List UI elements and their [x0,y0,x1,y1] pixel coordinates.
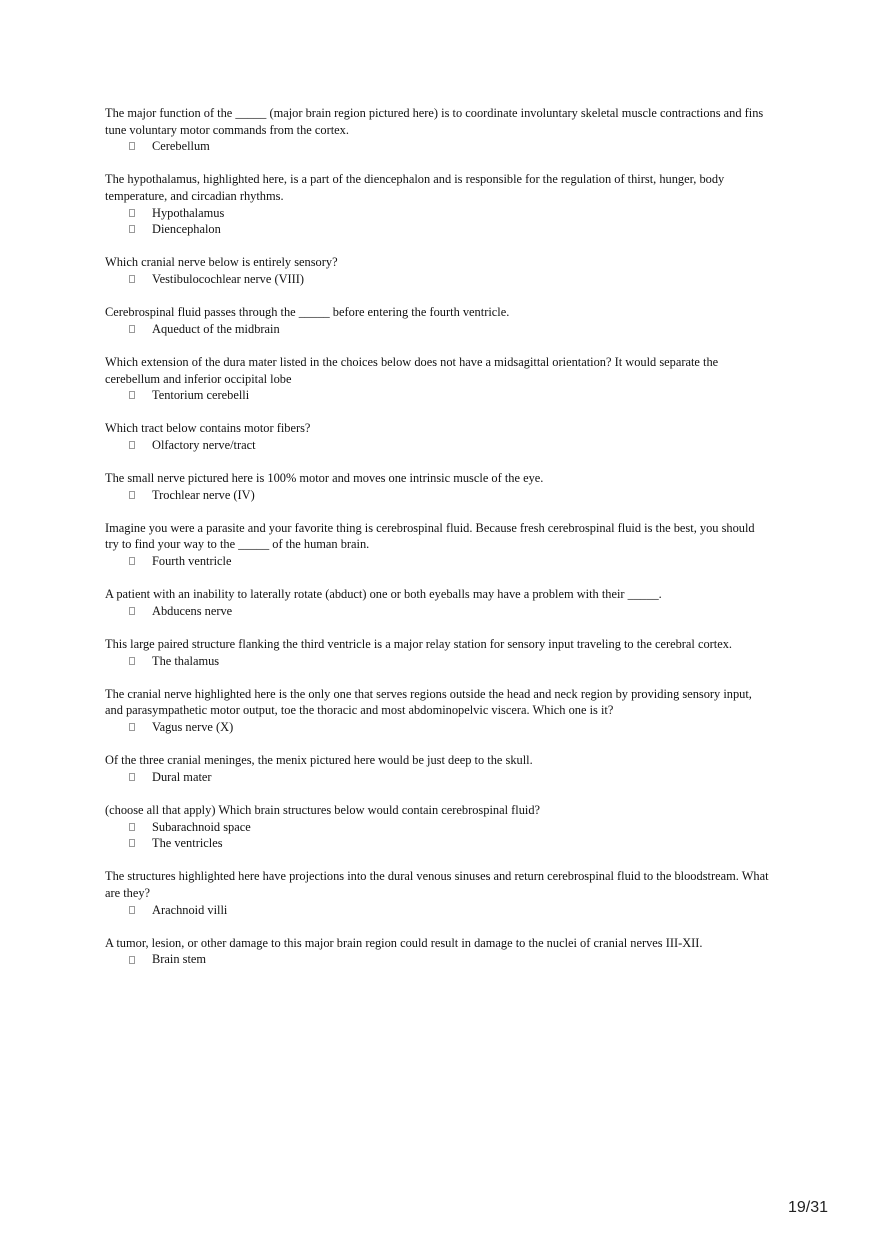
question-block [105,686,770,736]
answer-option [105,205,770,222]
checkbox-icon[interactable] [129,839,135,847]
question-text: Which cranial nerve below is entirely sensory? [105,255,338,270]
checkbox-icon[interactable] [129,723,135,731]
answer-list [105,819,770,852]
question-text: A tumor, lesion, or other damage to this major brain region could result in damage to the nuclei of cranial nerves III-XII. [105,935,703,950]
question-block [105,254,770,287]
answer-option [105,719,770,736]
answer-list [105,205,770,238]
answer-label: Trochlear nerve (IV) [152,487,255,502]
answer-list [105,387,770,404]
answer-list [105,719,770,736]
answer-label: Brain stem [152,952,207,967]
answer-label: Fourth ventricle [152,554,232,569]
checkbox-icon[interactable] [129,607,135,615]
answer-label: Arachnoid villi [152,902,228,917]
question-list [105,105,770,984]
answer-label: Olfactory nerve/tract [152,437,256,452]
checkbox-icon[interactable] [129,225,135,233]
answer-list [105,138,770,155]
checkbox-icon[interactable] [129,906,135,914]
question-text: (choose all that apply) Which brain structures below would contain cerebrospinal fluid? [105,802,541,817]
answer-option [105,321,770,338]
answer-label: Diencephalon [152,222,221,237]
answer-label: Vestibulocochlear nerve (VIII) [152,271,305,286]
question-text: The small nerve pictured here is 100% motor and moves one intrinsic muscle of the eye. [105,471,544,486]
question-text: This large paired structure flanking the third ventricle is a major relay station for sensory input traveling to the cerebral cortex. [105,637,733,651]
checkbox-icon[interactable] [129,491,135,499]
answer-option [105,487,770,504]
checkbox-icon[interactable] [129,142,135,150]
question-text: Which extension of the dura mater listed in the choices below does not have a midsagittal orientation? It would separate the cerebellum and inferior occipital lobe [105,354,719,386]
answer-list [105,653,770,670]
answer-label: Subarachnoid space [152,819,251,834]
answer-label: The ventricles [152,836,223,851]
question-text: A patient with an inability to laterally rotate (abduct) one or both eyeballs may have a problem with their _____. [105,587,662,602]
answer-label: Tentorium cerebelli [152,388,250,403]
checkbox-icon[interactable] [129,956,135,964]
checkbox-icon[interactable] [129,275,135,283]
answer-list [105,769,770,786]
answer-option [105,819,770,836]
checkbox-icon[interactable] [129,773,135,781]
question-block [105,752,770,785]
checkbox-icon[interactable] [129,823,135,831]
question-block [105,171,770,237]
answer-option [105,603,770,620]
answer-label: The thalamus [152,653,220,668]
question-block [105,802,770,852]
question-block [105,636,770,669]
answer-list [105,902,770,919]
question-block [105,354,770,404]
question-text: The major function of the _____ (major brain region pictured here) is to coordinate involuntary skeletal muscle contractions and fins tune voluntary motor commands from the cortex. [105,106,764,137]
answer-list [105,321,770,338]
question-text: Which tract below contains motor fibers? [105,421,311,436]
page-number: 19/31 [787,1199,828,1216]
question-block [105,520,770,570]
checkbox-icon[interactable] [129,391,135,399]
answer-list [105,603,770,620]
question-block [105,470,770,503]
answer-list [105,487,770,504]
question-text: Imagine you were a parasite and your favorite thing is cerebrospinal fluid. Because fresh cerebrospinal fluid is the best, you should try to find your way to the _____ of the human brain. [105,520,755,552]
answer-label: Dural mater [152,769,212,784]
answer-option [105,835,770,852]
answer-label: Aqueduct of the midbrain [152,321,280,336]
answer-option [105,769,770,786]
answer-list [105,437,770,454]
question-block [105,586,770,619]
answer-option [105,138,770,155]
question-text: The cranial nerve highlighted here is the only one that serves regions outside the head and neck region by providing sensory input, and parasympathetic motor output, toe the thoracic and most abdominopelvic viscera. Which one is it? [105,686,752,718]
question-block [105,420,770,453]
question-text: The hypothalamus, highlighted here, is a part of the diencephalon and is responsible for the regulation of thirst, hunger, body temperature, and circadian rhythms. [105,172,725,203]
answer-option [105,653,770,670]
answer-option [105,437,770,454]
answer-option [105,902,770,919]
checkbox-icon[interactable] [129,657,135,665]
answer-label: Abducens nerve [152,603,233,618]
checkbox-icon[interactable] [129,325,135,333]
answer-option [105,221,770,238]
checkbox-icon[interactable] [129,441,135,449]
question-text: Of the three cranial meninges, the menix pictured here would be just deep to the skull. [105,753,533,768]
answer-label: Vagus nerve (X) [152,719,234,734]
question-block [105,868,770,918]
answer-option [105,951,770,968]
checkbox-icon[interactable] [129,557,135,565]
question-block [105,304,770,337]
question-block [105,105,770,155]
answer-label: Cerebellum [152,139,210,154]
checkbox-icon[interactable] [129,209,135,217]
answer-label: Hypothalamus [152,205,225,220]
answer-option [105,271,770,288]
answer-list [105,951,770,968]
question-text: Cerebrospinal fluid passes through the _____ before entering the fourth ventricle. [105,305,510,320]
answer-option [105,387,770,404]
answer-list [105,271,770,288]
answer-option [105,553,770,570]
question-block [105,935,770,968]
question-text: The structures highlighted here have projections into the dural venous sinuses and return cerebrospinal fluid to the bloodstream. What are they? [105,869,769,900]
answer-list [105,553,770,570]
